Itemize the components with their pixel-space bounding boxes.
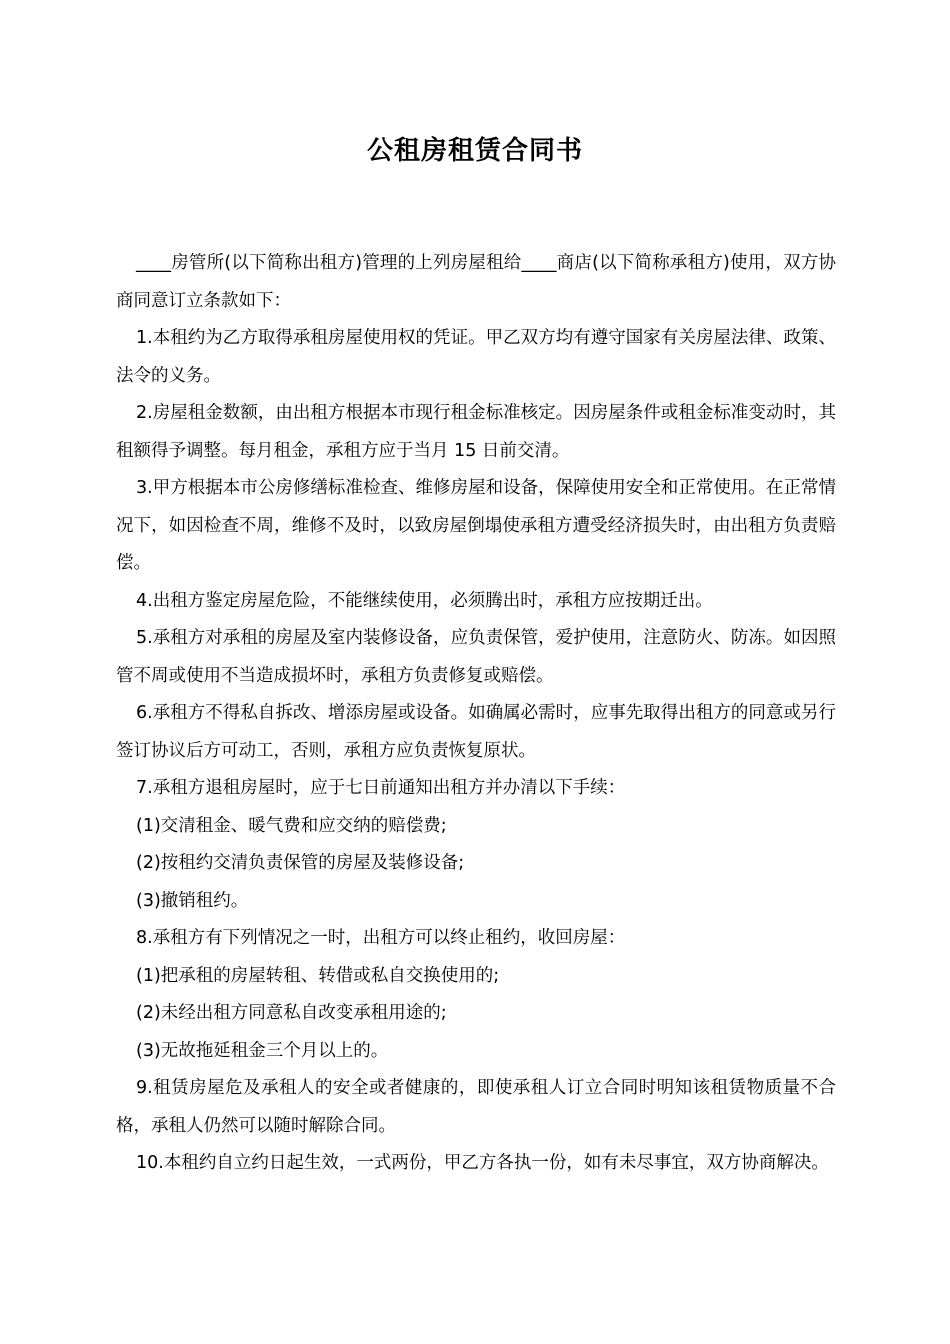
clause-9: 9.租赁房屋危及承租人的安全或者健康的，即使承租人订立合同时明知该租赁物质量不合格，承租人仍然可以随时解除合同。 [116,1078,836,1136]
clause-8-item-3: (3)无故拖延租金三个月以上的。 [136,1040,389,1061]
clause-5: 5.承租方对承租的房屋及室内装修设备，应负责保管，爱护使用，注意防火、防冻。如因照管不周或使用不当造成损坏时，承租方负责修复或赔偿。 [116,628,836,686]
clause-8-item-1: (1)把承租的房屋转租、转借或私自交换使用的; [136,965,500,986]
document-title: 公租房租赁合同书 [366,136,583,166]
clause-7-item-3: (3)撤销租约。 [136,890,249,911]
clause-6: 6.承租方不得私自拆改、增添房屋或设备。如确属必需时，应事先取得出租方的同意或另行签订协议后方可动工，否则，承租方应负责恢复原状。 [116,703,836,761]
clause-7-item-2: (2)按租约交清负责保管的房屋及装修设备; [136,853,465,873]
clause-4: 4.出租方鉴定房屋危险，不能继续使用，必须腾出时，承租方应按期迁出。 [136,590,713,611]
clause-7-item-1: (1)交清租金、暖气费和应交纳的赔偿费; [136,815,447,836]
clause-10: 10.本租约自立约日起生效，一式两份，甲乙方各执一份，如有未尽事宜，双方协商解决。 [136,1153,829,1173]
document-body [116,245,836,1183]
clause-8: 8.承租方有下列情况之一时，出租方可以终止租约，收回房屋： [136,928,626,948]
clause-3: 3.甲方根据本市公房修缮标准检查、维修房屋和设备，保障使用安全和正常使用。在正常情况下，如因检查不周，维修不及时，以致房屋倒塌使承租方遭受经济损失时，由出租方负责赔偿。 [116,478,836,573]
clause-1: 1.本租约为乙方取得承租房屋使用权的凭证。甲乙双方均有遵守国家有关房屋法律、政策、法令的义务。 [116,328,836,386]
clause-7: 7.承租方退租房屋时，应于七日前通知出租方并办清以下手续： [136,778,626,798]
intro-paragraph: ____房管所(以下简称出租方)管理的上列房屋租给____商店(以下简称承租方)使用，双方协商同意订立条款如下： [116,253,836,311]
clause-2: 2.房屋租金数额，由出租方根据本市现行租金标准核定。因房屋条件或租金标准变动时，其租额得予调整。每月租金，承租方应于当月 15 日前交清。 [116,403,836,461]
clause-8-item-2: (2)未经出租方同意私自改变承租用途的; [136,1003,447,1023]
